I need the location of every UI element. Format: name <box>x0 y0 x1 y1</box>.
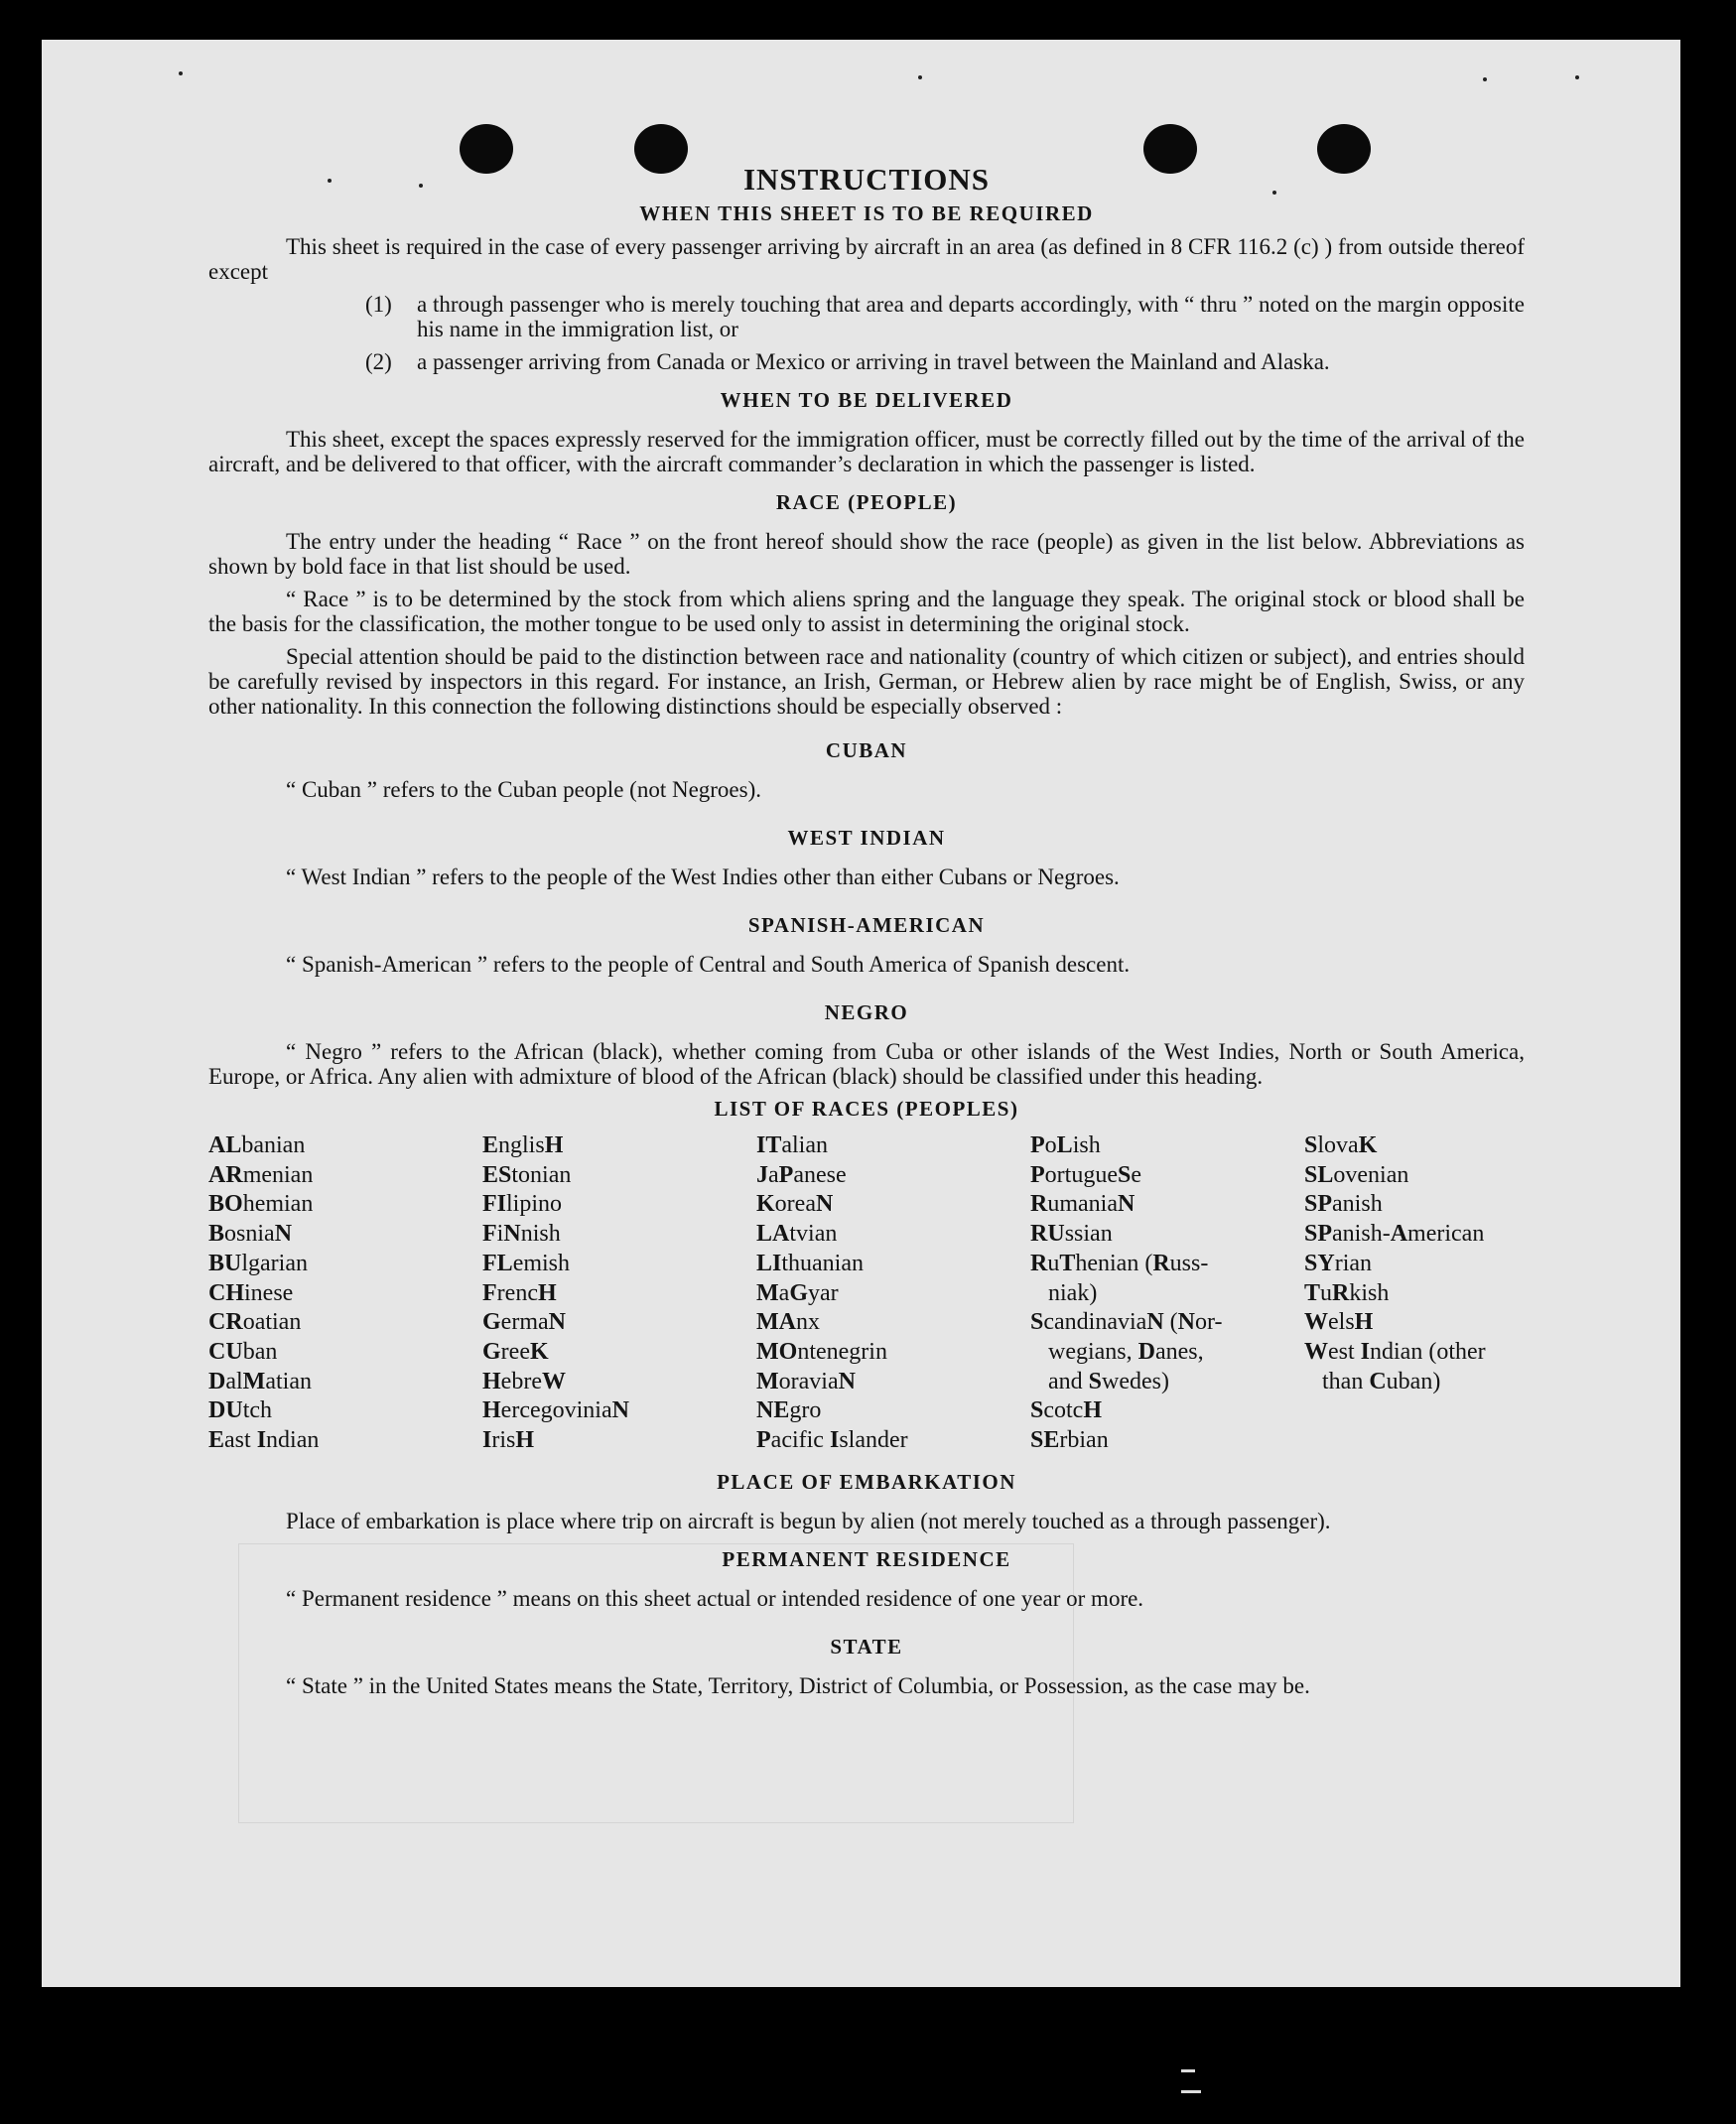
section-heading-required: WHEN THIS SHEET IS TO BE REQUIRED <box>639 201 1094 225</box>
scan-mark <box>1181 2090 1201 2093</box>
race-entry: EnglisH <box>482 1132 564 1158</box>
item-text: a passenger arriving from Canada or Mexico or arriving in travel between the Mainland and Alaska. <box>417 349 1330 374</box>
spanish-american-text: “ Spanish-American ” refers to the people of Central and South America of Spanish descent. <box>286 952 1131 977</box>
race-entry: FIlipino <box>482 1191 563 1218</box>
race-entry: GreeK <box>482 1338 549 1365</box>
race-entry-continuation: niak) <box>1048 1279 1098 1306</box>
race-entry: West Indian (other <box>1304 1338 1486 1365</box>
race-entry: SYrian <box>1304 1250 1373 1276</box>
speck <box>1575 75 1579 79</box>
state-text: “ State ” in the United States means the State, Territory, District of Columbia, or Possession, as the case may be. <box>286 1672 1310 1698</box>
cuban-text: “ Cuban ” refers to the Cuban people (not Negroes). <box>286 777 762 802</box>
race-entry: FLemish <box>482 1250 571 1276</box>
required-intro: This sheet is required in the case of every passenger arriving by aircraft in an area (as defined in 8 CFR 116.2 (c) ) from outside thereof except <box>208 234 1525 284</box>
negro-text: “ Negro ” refers to the African (black), whether coming from Cuba or other islands of the West Indies, North or South America, Europe, or Africa. Any alien with admixture of blood of the African (black) should be classified under this heading. <box>208 1039 1525 1089</box>
race-entry: East Indian <box>208 1427 320 1454</box>
race-entry: FrencH <box>482 1279 557 1306</box>
speck <box>918 75 922 79</box>
speck <box>179 71 183 75</box>
race-entry: WelsH <box>1304 1309 1374 1336</box>
item-number: (2) <box>365 349 392 374</box>
race-entry: RUssian <box>1030 1221 1113 1248</box>
residence-text: “ Permanent residence ” means on this sheet actual or intended residence of one year or more. <box>286 1585 1144 1611</box>
section-heading-race: RACE (PEOPLE) <box>775 490 958 514</box>
race-entry: ScandinaviaN (Nor- <box>1030 1309 1223 1336</box>
race-paragraph: The entry under the heading “ Race ” on the front hereof should show the race (people) as given in the list below. Abbreviations as shown by bold face in that list should be used. <box>208 529 1525 579</box>
instructions-content <box>208 162 1525 1698</box>
scan-marks <box>1181 2069 1201 2111</box>
race-entry: MAnx <box>756 1309 820 1336</box>
race-entry: DalMatian <box>208 1368 312 1394</box>
item-text: a through passenger who is merely touching that area and departs accordingly, with “ thru ” noted on the margin opposite his name in the immigration list, or <box>417 292 1525 341</box>
race-entry: ITalian <box>756 1132 828 1158</box>
delivered-text: This sheet, except the spaces expressly reserved for the immigration officer, must be correctly filled out by the time of the arrival of the aircraft, and be delivered to that officer, with the aircraft commander’s declaration in which the passenger is listed. <box>208 427 1525 476</box>
list-item <box>365 349 1525 374</box>
race-entry: MoraviaN <box>756 1368 856 1394</box>
race-entry: CRoatian <box>208 1309 302 1336</box>
race-entry-continuation: wegians, Danes, <box>1048 1338 1204 1365</box>
race-entry: HercegoviniaN <box>482 1397 629 1424</box>
section-heading-delivered: WHEN TO BE DELIVERED <box>720 388 1013 412</box>
section-heading-races-list: LIST OF RACES (PEOPLES) <box>714 1097 1019 1121</box>
race-entry: FiNnish <box>482 1221 561 1248</box>
race-entry: JaPanese <box>756 1161 847 1188</box>
page-title: INSTRUCTIONS <box>742 162 990 197</box>
race-entry: LAtvian <box>756 1221 838 1248</box>
race-entry: Pacific Islander <box>756 1427 908 1454</box>
race-entry-continuation: and Swedes) <box>1048 1368 1169 1394</box>
race-entry: EStonian <box>482 1161 572 1188</box>
race-entry: MaGyar <box>756 1279 839 1306</box>
race-entry: HebreW <box>482 1368 566 1394</box>
race-entry: LIthuanian <box>756 1250 864 1276</box>
race-entry: BUlgarian <box>208 1250 308 1276</box>
race-entry: ARmenian <box>208 1161 314 1188</box>
races-column <box>756 1131 1030 1456</box>
race-entry: CHinese <box>208 1279 294 1306</box>
race-entry: TuRkish <box>1304 1279 1390 1306</box>
race-entry: IrisH <box>482 1427 535 1454</box>
races-column <box>482 1131 756 1456</box>
race-paragraph: Special attention should be paid to the distinction between race and nationality (country of which citizen or subject), and entries should be carefully revised by inspectors in this regard. For instance, an Irish, German, or Hebrew alien by race might be of English, Swiss, or any other nationality. In this connection the following distinctions should be especially observed : <box>208 644 1525 719</box>
list-item <box>365 292 1525 341</box>
races-column <box>1030 1131 1304 1456</box>
section-heading-cuban: CUBAN <box>825 738 908 762</box>
race-entry: PortugueSe <box>1030 1161 1141 1188</box>
scan-mark <box>1181 2069 1195 2072</box>
race-entry: MOntenegrin <box>756 1338 887 1365</box>
race-entry: BOhemian <box>208 1191 314 1218</box>
race-entry: SPanish <box>1304 1191 1383 1218</box>
section-heading-state: STATE <box>830 1634 903 1659</box>
race-entry: RuThenian (Russ- <box>1030 1250 1209 1276</box>
race-entry: SLovenian <box>1304 1161 1409 1188</box>
race-entry: SPanish-American <box>1304 1221 1485 1248</box>
section-heading-embarkation: PLACE OF EMBARKATION <box>717 1469 1016 1494</box>
race-entry: BosniaN <box>208 1221 293 1248</box>
race-entry: GermaN <box>482 1309 566 1336</box>
race-entry: ScotcH <box>1030 1397 1103 1424</box>
speck <box>1483 77 1487 81</box>
race-entry: RumaniaN <box>1030 1191 1135 1218</box>
race-entry: CUban <box>208 1338 278 1365</box>
race-entry: SErbian <box>1030 1427 1109 1454</box>
section-heading-residence: PERMANENT RESIDENCE <box>722 1546 1011 1571</box>
race-entry: DUtch <box>208 1397 273 1424</box>
item-number: (1) <box>365 292 392 317</box>
race-entry: KoreaN <box>756 1191 834 1218</box>
races-list <box>208 1131 1525 1456</box>
race-entry: NEgro <box>756 1397 822 1424</box>
races-column <box>1304 1131 1525 1456</box>
west-indian-text: “ West Indian ” refers to the people of the West Indies other than either Cubans or Negroes. <box>286 864 1120 889</box>
race-entry: PoLish <box>1030 1132 1101 1158</box>
embarkation-text: Place of embarkation is place where trip on aircraft is begun by alien (not merely touched as a through passenger). <box>286 1508 1331 1533</box>
races-column <box>208 1131 482 1456</box>
race-entry-continuation: than Cuban) <box>1322 1368 1441 1394</box>
section-heading-spanish-american: SPANISH-AMERICAN <box>747 913 986 937</box>
race-paragraph: “ Race ” is to be determined by the stock from which aliens spring and the language they speak. The original stock or blood shall be the basis for the classification, the mother tongue to be used only to assist in determining the original stock. <box>208 587 1525 636</box>
section-heading-west-indian: WEST INDIAN <box>787 826 946 850</box>
race-entry: ALbanian <box>208 1132 306 1158</box>
race-entry: SlovaK <box>1304 1132 1378 1158</box>
section-heading-negro: NEGRO <box>824 1000 909 1024</box>
